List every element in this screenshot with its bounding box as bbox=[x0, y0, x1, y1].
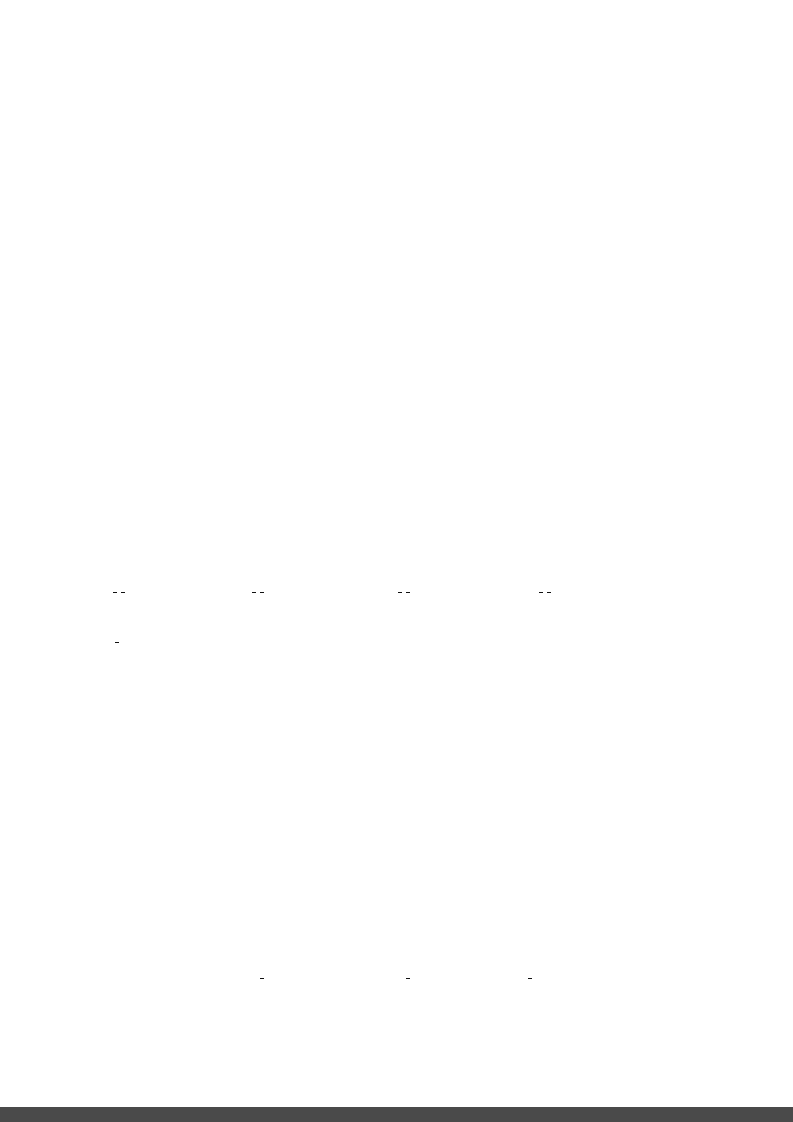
q5-graph-a[interactable] bbox=[130, 690, 230, 780]
q4-a-frac-2 bbox=[121, 592, 125, 593]
q4-option-d[interactable] bbox=[539, 584, 551, 600]
q5-graph-c[interactable] bbox=[420, 690, 520, 780]
q7-option-c[interactable] bbox=[406, 970, 410, 986]
q7-b-frac bbox=[260, 978, 264, 979]
q7-c-frac bbox=[406, 978, 410, 979]
q4-d-frac-1 bbox=[539, 592, 543, 593]
q4-option-b[interactable] bbox=[252, 584, 264, 600]
q4-a-frac-1 bbox=[113, 592, 117, 593]
bottom-bar bbox=[0, 1107, 793, 1122]
q4-option-c[interactable] bbox=[398, 584, 410, 600]
q4-b-frac-1 bbox=[252, 592, 256, 593]
question-5 bbox=[115, 634, 119, 650]
q4-option-a[interactable] bbox=[113, 584, 125, 600]
q7-option-d[interactable] bbox=[528, 970, 532, 986]
q5-frac bbox=[115, 642, 119, 643]
q5-graph-b[interactable] bbox=[280, 690, 380, 780]
q4-c-frac-2 bbox=[406, 592, 410, 593]
q7-d-frac bbox=[528, 978, 532, 979]
q4-b-frac-2 bbox=[260, 592, 264, 593]
q4-d-frac-2 bbox=[547, 592, 551, 593]
q5-graph-d[interactable] bbox=[548, 690, 648, 780]
q4-c-frac-1 bbox=[398, 592, 402, 593]
q7-option-b[interactable] bbox=[260, 970, 264, 986]
